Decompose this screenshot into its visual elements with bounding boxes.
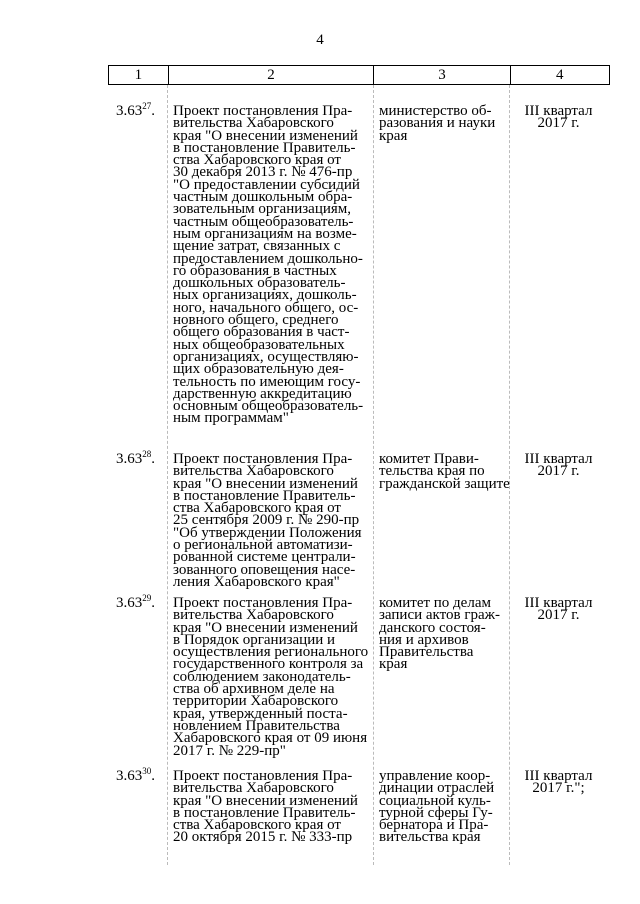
- deadline-line: III квартал: [524, 768, 593, 784]
- deadline-line: III квартал: [524, 595, 593, 611]
- responsible-body-line: социальной куль-: [379, 792, 491, 809]
- document-title-line: ства Хабаровского края от: [173, 500, 341, 517]
- document-title-line: вительства Хабаровского: [173, 115, 334, 132]
- document-title-line: соблюдением законодатель-: [173, 668, 351, 685]
- document-title-line: территории Хабаровского: [173, 693, 339, 710]
- document-title-line: частным общеобразователь-: [173, 213, 354, 230]
- table-row: [108, 449, 608, 590]
- item-number: [108, 766, 167, 844]
- item-number: [108, 449, 167, 588]
- document-title-line: края "О внесении изменений: [173, 619, 358, 636]
- document-title-line: в постановление Правитель-: [173, 487, 356, 504]
- document-title-line: 25 сентября 2009 г. № 290-пр: [173, 512, 360, 529]
- document-title-line: вительства Хабаровского: [173, 780, 334, 797]
- responsible-body-line: управление коор-: [379, 768, 491, 784]
- header-col-4: 4: [556, 67, 564, 83]
- document-title: [167, 770, 373, 844]
- responsible-body-line: записи актов граж-: [379, 607, 500, 624]
- responsible-body-line: разования и науки: [379, 115, 496, 132]
- header-col-2: 2: [169, 66, 375, 84]
- table-row: [108, 766, 608, 846]
- responsible-body-line: гражданской защите: [379, 475, 510, 492]
- item-number: [108, 101, 167, 425]
- item-number-base: 3.63: [116, 595, 143, 611]
- responsible-body-line: динации отраслей: [379, 780, 495, 797]
- document-title-line: дарственную аккредитацию: [173, 385, 352, 402]
- responsible-body-line: края: [379, 127, 408, 144]
- document-title-line: вительства Хабаровского: [173, 463, 334, 480]
- document-title-line: тельность по имеющим госу-: [173, 373, 361, 390]
- document-title-line: в постановление Правитель-: [173, 139, 356, 156]
- document-title-line: ления Хабаровского края": [173, 573, 340, 590]
- deadline-line: 2017 г.: [537, 607, 580, 624]
- document-title-line: 2017 г. № 229-пр": [173, 742, 286, 759]
- item-number-superscript: 28: [142, 449, 152, 459]
- responsible-body: [373, 105, 509, 425]
- responsible-body-line: министерство об-: [379, 103, 492, 119]
- document-title-line: в Порядок организации и: [173, 631, 336, 648]
- document-title-line: ства об архивном деле на: [173, 681, 335, 698]
- deadline-line: III квартал: [524, 103, 593, 119]
- page-number: 4: [316, 32, 324, 48]
- document-title-line: Хабаровского края от 09 июня: [173, 730, 368, 747]
- document-title-line: "О предоставлении субсидий: [173, 176, 360, 193]
- document-title-line: края "О внесении изменений: [173, 127, 358, 144]
- document-title: [167, 453, 373, 588]
- header-col-3: 3: [374, 66, 510, 84]
- document-title-line: щение затрат, связанных с: [173, 238, 341, 255]
- table-header: [108, 65, 610, 85]
- responsible-body-line: комитет Прави-: [379, 451, 479, 467]
- document-title-line: края, утвержденный поста-: [173, 705, 348, 722]
- document-title-line: 20 октября 2015 г. № 333-пр: [173, 829, 353, 846]
- item-number-base: 3.63: [116, 103, 143, 119]
- item-number-suffix: .: [151, 768, 155, 784]
- document-title-line: ных организациях, дошколь-: [173, 287, 357, 304]
- item-number-suffix: .: [151, 103, 155, 119]
- responsible-body-line: края: [379, 656, 408, 673]
- responsible-body-line: вительства края: [379, 829, 481, 846]
- document-title-line: зовательным организациям,: [173, 201, 352, 218]
- document-title-line: в постановление Правитель-: [173, 804, 356, 821]
- document-title-line: Проект постановления Пра-: [173, 768, 353, 784]
- deadline-line: 2017 г.: [537, 115, 580, 132]
- plan-table: [108, 65, 610, 846]
- document-title-line: зованного оповещения насе-: [173, 561, 356, 578]
- deadline: [509, 105, 608, 425]
- deadline: [509, 453, 608, 588]
- document-title-line: Проект постановления Пра-: [173, 595, 353, 611]
- document-title-line: края "О внесении изменений: [173, 792, 358, 809]
- document-title-line: о региональной автоматизи-: [173, 537, 353, 554]
- item-number: [108, 593, 167, 757]
- document-title-line: вительства Хабаровского: [173, 607, 334, 624]
- deadline-line: III квартал: [524, 451, 593, 467]
- document-title-line: осуществления регионального: [173, 644, 369, 661]
- document-title-line: ным организациям на возме-: [173, 225, 357, 242]
- header-col-1: 1: [109, 66, 169, 84]
- responsible-body: [373, 597, 509, 757]
- document-title: [167, 597, 373, 757]
- responsible-body-line: бернатора и Пра-: [379, 817, 489, 834]
- document-title-line: 30 декабря 2013 г. № 476-пр: [173, 164, 353, 181]
- deadline-line: 2017 г.: [537, 463, 580, 480]
- item-number-base: 3.63: [116, 768, 143, 784]
- document-title-line: частным дошкольным обра-: [173, 189, 353, 206]
- document-title-line: государственного контроля за: [173, 656, 364, 673]
- document-title-line: щих образовательную дея-: [173, 361, 344, 378]
- document-title-line: ных общеобразовательных: [173, 336, 345, 353]
- document-title-line: основным общеобразователь-: [173, 398, 364, 415]
- document-title-line: рованной системе централи-: [173, 549, 356, 566]
- item-number-superscript: 29: [142, 593, 152, 603]
- document-title-line: края "О внесении изменений: [173, 475, 358, 492]
- document-title-line: новлением Правительства: [173, 717, 340, 734]
- document-title-line: ства Хабаровского края от: [173, 152, 341, 169]
- responsible-body-line: ния и архивов: [379, 631, 469, 648]
- responsible-body-line: комитет по делам: [379, 595, 491, 611]
- document-title-line: Проект постановления Пра-: [173, 451, 353, 467]
- responsible-body-line: тельства края по: [379, 463, 485, 480]
- document-title-line: "Об утверждении Положения: [173, 524, 362, 541]
- document-title-line: предоставлением дошкольно-: [173, 250, 363, 267]
- item-number-suffix: .: [151, 595, 155, 611]
- responsible-body-line: данского состоя-: [379, 619, 486, 636]
- deadline: [509, 770, 608, 844]
- item-number-suffix: .: [151, 451, 155, 467]
- item-number-base: 3.63: [116, 451, 143, 467]
- deadline: [509, 597, 608, 757]
- document-title-line: общего образования в част-: [173, 324, 350, 341]
- document-title-line: дошкольных образователь-: [173, 275, 346, 292]
- document-title-line: ства Хабаровского края от: [173, 817, 341, 834]
- document-title-line: Проект постановления Пра-: [173, 103, 353, 119]
- responsible-body: [373, 453, 509, 588]
- responsible-body-line: Правительства: [379, 644, 474, 661]
- document-title-line: организациях, осуществляю-: [173, 348, 359, 365]
- item-number-superscript: 30: [142, 766, 152, 776]
- responsible-body: [373, 770, 509, 844]
- document-title-line: ным программам": [173, 410, 289, 427]
- document-title-line: ного, начального общего, ос-: [173, 299, 359, 316]
- responsible-body-line: турной сферы Гу-: [379, 804, 493, 821]
- document-title-line: го образования в частных: [173, 262, 337, 279]
- item-number-superscript: 27: [142, 101, 152, 111]
- document-title: [167, 105, 373, 425]
- deadline-line: 2017 г.";: [532, 780, 585, 797]
- table-row: [108, 593, 608, 759]
- document-title-line: новного общего, среднего: [173, 312, 339, 329]
- table-row: [108, 101, 608, 427]
